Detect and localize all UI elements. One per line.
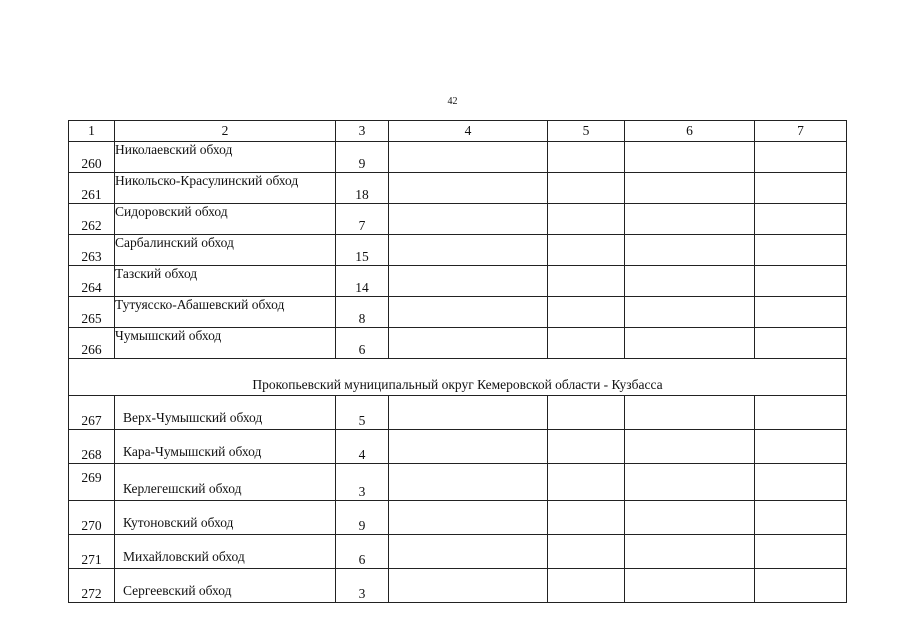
forestry-name: Николаевский обход [115,142,336,173]
forestry-name: Сарбалинский обход [115,235,336,266]
row-number: 264 [69,266,115,297]
row-number: 260 [69,142,115,173]
row-value: 6 [336,328,389,359]
column-header: 4 [389,121,548,142]
row-number: 267 [69,396,115,430]
table-row [69,328,847,359]
table-row [69,142,847,173]
row-number: 272 [69,569,115,603]
row-number: 271 [69,535,115,569]
table-row [69,501,847,535]
row-number: 261 [69,173,115,204]
row-value: 4 [336,430,389,464]
table-row [69,204,847,235]
row-value: 3 [336,569,389,603]
forestry-name: Тазский обход [115,266,336,297]
column-header: 3 [336,121,389,142]
forestry-name: Сергеевский обход [115,569,336,603]
table-row [69,535,847,569]
page-number: 42 [447,96,458,107]
forestry-name: Тутуясско-Абашевский обход [115,297,336,328]
section-row [69,359,847,396]
table-row [69,430,847,464]
row-number: 268 [69,430,115,464]
table-row [69,464,847,501]
row-value: 14 [336,266,389,297]
row-value: 5 [336,396,389,430]
table-row [69,569,847,603]
row-value: 6 [336,535,389,569]
row-value: 7 [336,204,389,235]
row-number: 270 [69,501,115,535]
forestry-name: Керлегешский обход [115,464,336,501]
table-row [69,266,847,297]
row-number: 269 [69,464,115,501]
forestry-name: Сидоровский обход [115,204,336,235]
row-value: 9 [336,142,389,173]
forestry-name: Кутоновский обход [115,501,336,535]
table-row [69,297,847,328]
column-header: 6 [625,121,755,142]
row-value: 18 [336,173,389,204]
row-number: 263 [69,235,115,266]
forestry-name: Никольско-Красулинский обход [115,173,336,204]
forestry-name: Кара-Чумышский обход [115,430,336,464]
row-value: 15 [336,235,389,266]
column-header: 5 [548,121,625,142]
forestry-name: Верх-Чумышский обход [115,396,336,430]
table-row [69,173,847,204]
row-value: 8 [336,297,389,328]
section-title: Прокопьевский муниципальный округ Кемеровской области - Кузбасса [69,359,847,396]
row-value: 9 [336,501,389,535]
table-row [69,235,847,266]
column-header: 7 [755,121,847,142]
forestry-name: Михайловский обход [115,535,336,569]
forestry-table [68,120,847,603]
column-header: 2 [115,121,336,142]
table-header-row [69,121,847,142]
forestry-name: Чумышский обход [115,328,336,359]
column-header: 1 [69,121,115,142]
table-row [69,396,847,430]
row-value: 3 [336,464,389,501]
row-number: 266 [69,328,115,359]
row-number: 262 [69,204,115,235]
row-number: 265 [69,297,115,328]
